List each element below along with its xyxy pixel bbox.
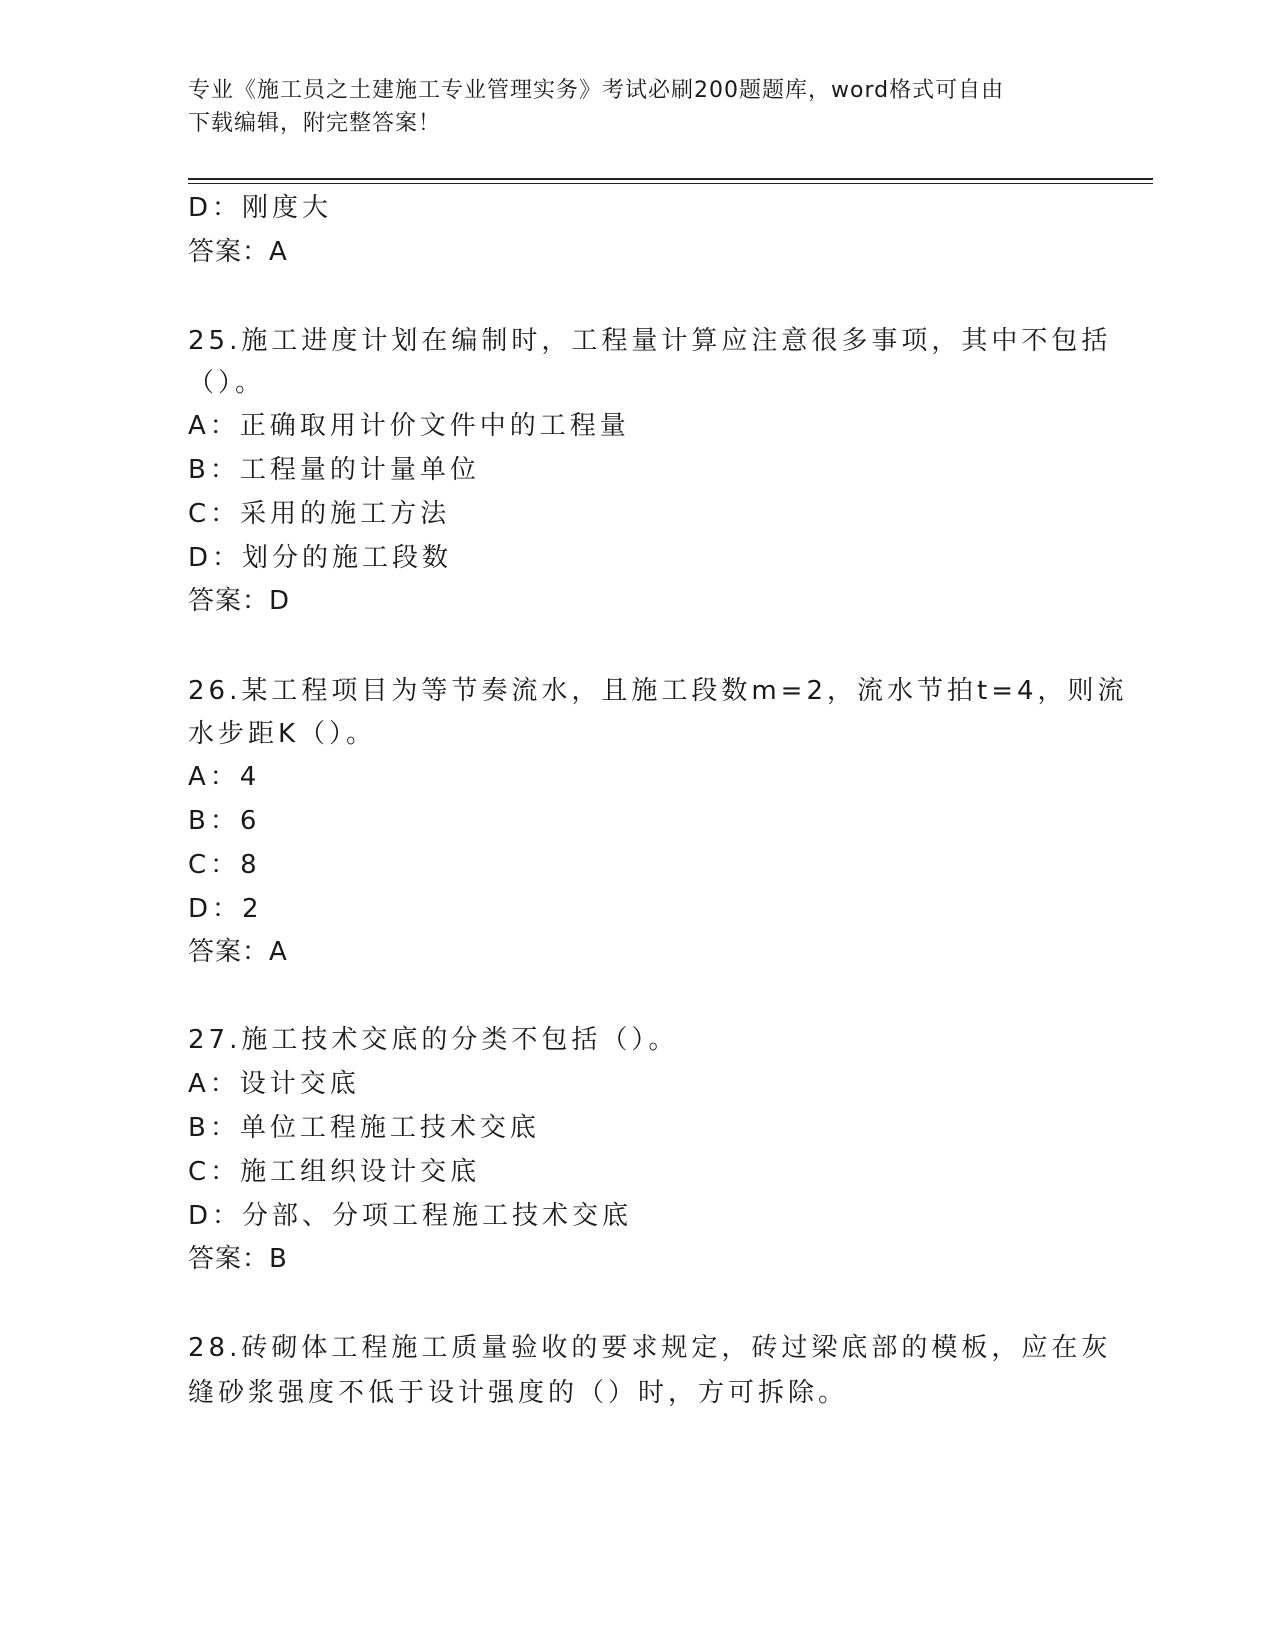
q27-option-b: B：单位工程施工技术交底 [188, 1113, 540, 1143]
header-line-2: 下载编辑，附完整答案！ [188, 111, 442, 136]
header-line-1: 专业《施工员之土建施工专业管理实务》考试必刷200题题库，word格式可自由 [188, 78, 1005, 103]
document-header [188, 74, 1088, 140]
q26-stem-line-2: 水步距K（）。 [188, 719, 377, 749]
q25-stem-line-1: 25.施工进度计划在编制时，工程量计算应注意很多事项，其中不包括 [188, 326, 1112, 356]
prev-answer: 答案：A [188, 237, 288, 267]
q28-stem-line-2: 缝砂浆强度不低于设计强度的（）时，方可拆除。 [188, 1378, 849, 1408]
q25-stem-line-2: （）。 [188, 368, 266, 398]
q27-option-a: A：设计交底 [188, 1069, 360, 1099]
header-rule-thin [188, 183, 1153, 184]
prev-option-d: D：刚度大 [188, 193, 333, 223]
q27-stem-line-1: 27.施工技术交底的分类不包括（）。 [188, 1025, 679, 1055]
q26-option-d: D：2 [188, 894, 263, 924]
q26-option-a: A：4 [188, 762, 261, 792]
q26-option-b: B：6 [188, 806, 261, 836]
q26-option-c: C：8 [188, 850, 261, 880]
q27-answer: 答案：B [188, 1244, 288, 1274]
q27-option-d: D：分部、分项工程施工技术交底 [188, 1201, 633, 1231]
q25-option-b: B：工程量的计量单位 [188, 455, 480, 485]
header-rule-thick [188, 178, 1153, 180]
q25-option-a: A：正确取用计价文件中的工程量 [188, 411, 630, 441]
q26-stem-line-1: 26.某工程项目为等节奏流水，且施工段数m=2，流水节拍t=4，则流 [188, 676, 1128, 706]
q26-answer: 答案：A [188, 937, 288, 967]
q25-option-c: C：采用的施工方法 [188, 499, 451, 529]
q27-option-c: C：施工组织设计交底 [188, 1157, 481, 1187]
q28-stem-line-1: 28.砖砌体工程施工质量验收的要求规定，砖过梁底部的模板，应在灰 [188, 1333, 1112, 1363]
q25-answer: 答案：D [188, 586, 291, 616]
q25-option-d: D：划分的施工段数 [188, 543, 453, 573]
